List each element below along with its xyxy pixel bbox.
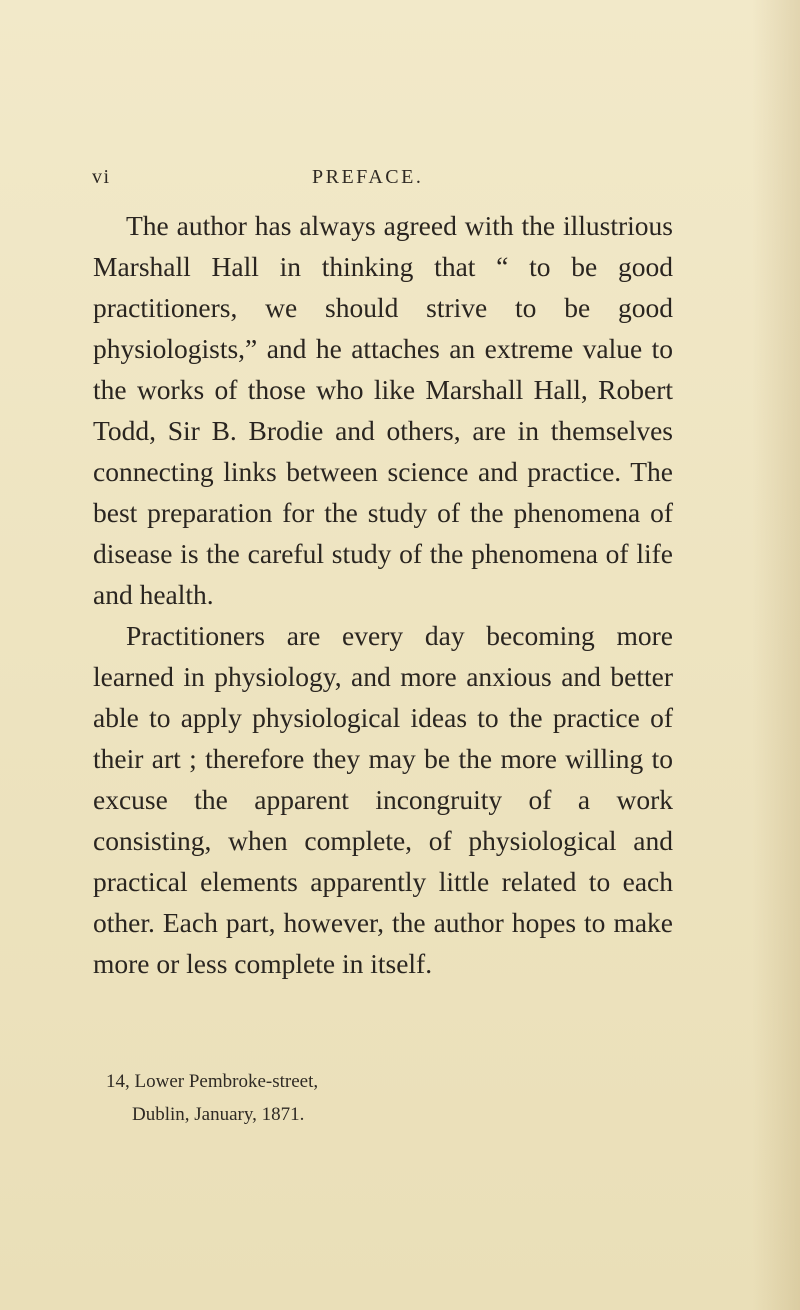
paragraph: Practitioners are every day becoming more learned in physiology, and more anxious and better able to apply physiological ideas to the practice of their art ; therefore they may be the more willing to excuse the apparent incongruity of a work consisting, when complete, of physiological and practical elements apparently little related to each other. Each part, however, the author hopes to make more or less complete in itself. <box>93 620 673 979</box>
running-head <box>92 166 452 194</box>
paragraph: The author has always agreed with the illustrious Marshall Hall in thinking that “ to be good practitioners, we should strive to be good physiologists,” and he attaches an extreme value to the works of those who like Marshall Hall, Robert Todd, Sir B. Brodie and others, are in themselves connecting links between science and practice. The best preparation for the study of the phenomena of disease is the careful study of the phenomena of life and health. <box>93 210 673 610</box>
page-number: vi <box>92 166 111 188</box>
signoff <box>106 1065 506 1131</box>
signoff-address: 14, Lower Pembroke-street, <box>106 1071 319 1092</box>
section-title: PREFACE. <box>312 166 424 188</box>
preface-body <box>93 205 673 984</box>
signoff-place-date: Dublin, January, 1871. <box>132 1104 305 1125</box>
